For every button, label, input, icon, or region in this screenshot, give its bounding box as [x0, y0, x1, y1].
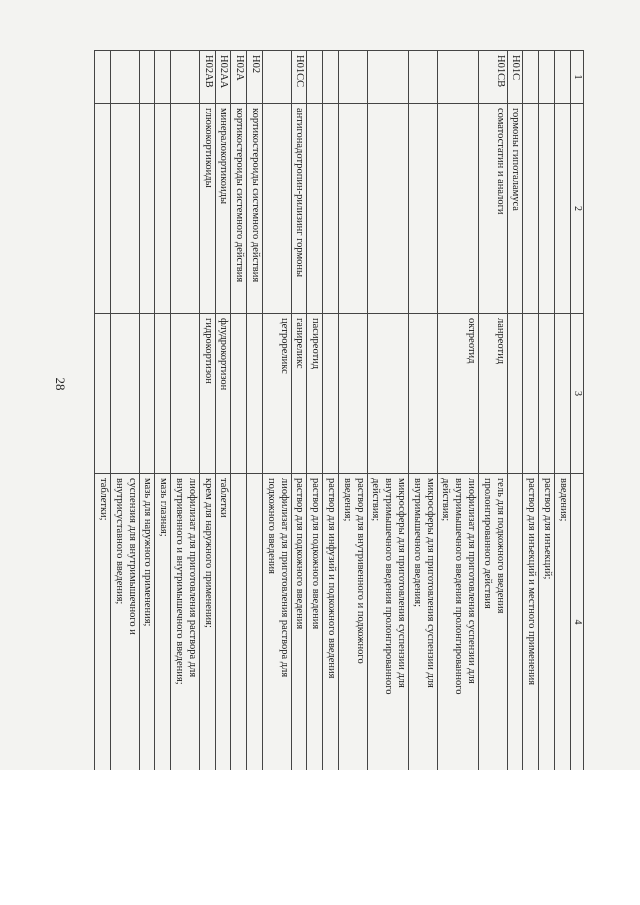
table-row	[139, 51, 155, 771]
group-cell: соматостатин и аналоги	[479, 104, 508, 314]
dosage-form-cell: лиофилизат для приготовления суспензии для внутримышечного введения пролонгированного действия;	[437, 474, 478, 771]
header-cell: 4	[570, 474, 583, 771]
table-row	[523, 51, 539, 771]
drug-name-cell	[339, 314, 368, 474]
drug-name-cell: пасиреотид	[307, 314, 323, 474]
drug-name-cell	[247, 314, 263, 474]
atc-code-cell: H02AA	[215, 51, 231, 104]
atc-code-cell: H02	[247, 51, 263, 104]
table-row	[339, 51, 368, 771]
dosage-form-cell: таблетки;	[95, 474, 111, 771]
group-cell	[409, 104, 438, 314]
dosage-form-cell: таблетки	[215, 474, 231, 771]
dosage-form-cell: раствор для инъекций и местного применения	[523, 474, 539, 771]
atc-code-cell	[263, 51, 292, 104]
group-cell	[155, 104, 171, 314]
drug-name-cell	[139, 314, 155, 474]
atc-code-cell	[95, 51, 111, 104]
table-row	[479, 51, 508, 771]
drug-name-cell	[231, 314, 247, 474]
group-cell	[323, 104, 339, 314]
dosage-form-cell: микросферы для приготовления суспензии для внутримышечного введения пролонгированного действия;	[367, 474, 408, 771]
drug-name-cell	[539, 314, 555, 474]
dosage-form-cell: введения;	[555, 474, 571, 771]
atc-code-cell	[539, 51, 555, 104]
dosage-form-cell: лиофилизат для приготовления раствора для подкожного введения	[263, 474, 292, 771]
drug-name-cell	[171, 314, 200, 474]
drug-name-cell	[111, 314, 140, 474]
drug-name-cell: октреотид	[437, 314, 478, 474]
atc-code-cell: H02AB	[199, 51, 215, 104]
drug-name-cell	[507, 314, 523, 474]
group-cell	[539, 104, 555, 314]
table-row	[247, 51, 263, 771]
group-cell	[523, 104, 539, 314]
table-row	[155, 51, 171, 771]
group-cell	[555, 104, 571, 314]
dosage-form-cell: раствор для инфузий и подкожного введения	[323, 474, 339, 771]
dosage-form-cell: мазь для наружного применения;	[139, 474, 155, 771]
rotated-table-container	[92, 50, 584, 770]
table-row	[95, 51, 111, 771]
table-header-row	[570, 51, 583, 771]
group-cell	[111, 104, 140, 314]
group-cell: минералокортикоиды	[215, 104, 231, 314]
atc-code-cell	[523, 51, 539, 104]
dosage-form-cell	[247, 474, 263, 771]
group-cell	[263, 104, 292, 314]
group-cell	[307, 104, 323, 314]
group-cell: глюкокортикоиды	[199, 104, 215, 314]
dosage-form-cell	[507, 474, 523, 771]
table-row	[507, 51, 523, 771]
table-row	[199, 51, 215, 771]
atc-code-cell	[367, 51, 408, 104]
table-row	[539, 51, 555, 771]
atc-code-cell	[171, 51, 200, 104]
dosage-form-cell: раствор для внутривенного и подкожного введения;	[339, 474, 368, 771]
group-cell	[171, 104, 200, 314]
table-row	[111, 51, 140, 771]
drug-name-cell: цетрореликс	[263, 314, 292, 474]
atc-code-cell	[409, 51, 438, 104]
atc-code-cell	[139, 51, 155, 104]
group-cell	[95, 104, 111, 314]
drug-table	[94, 50, 584, 770]
group-cell	[437, 104, 478, 314]
table-row	[215, 51, 231, 771]
drug-name-cell	[555, 314, 571, 474]
page-number: 28	[53, 377, 68, 391]
drug-name-cell	[523, 314, 539, 474]
drug-name-cell: ганиреликс	[291, 314, 307, 474]
header-cell: 3	[570, 314, 583, 474]
group-cell	[367, 104, 408, 314]
dosage-form-cell: раствор для подкожного введения	[291, 474, 307, 771]
dosage-form-cell: крем для наружного применения;	[199, 474, 215, 771]
header-cell: 1	[570, 51, 583, 104]
drug-name-cell	[95, 314, 111, 474]
atc-code-cell	[437, 51, 478, 104]
dosage-form-cell: лиофилизат для приготовления раствора для внутривенного и внутримышечного введения;	[171, 474, 200, 771]
drug-name-cell: гидрокортизон	[199, 314, 215, 474]
atc-code-cell	[339, 51, 368, 104]
dosage-form-cell: гель для подкожного введения пролонгированного действия	[479, 474, 508, 771]
drug-name-cell: флудрокортизон	[215, 314, 231, 474]
table-row	[437, 51, 478, 771]
atc-code-cell	[111, 51, 140, 104]
drug-name-cell	[409, 314, 438, 474]
atc-code-cell	[307, 51, 323, 104]
atc-code-cell	[323, 51, 339, 104]
drug-name-cell	[323, 314, 339, 474]
table-row	[231, 51, 247, 771]
group-cell: кортикостероиды системного действия	[247, 104, 263, 314]
dosage-form-cell: микросферы для приготовления суспензии для внутримышечного введения;	[409, 474, 438, 771]
drug-name-cell	[155, 314, 171, 474]
group-cell	[339, 104, 368, 314]
drug-name-cell	[367, 314, 408, 474]
header-cell: 2	[570, 104, 583, 314]
group-cell: кортикостероиды системного действия	[231, 104, 247, 314]
atc-code-cell	[555, 51, 571, 104]
table-row	[171, 51, 200, 771]
table-row	[291, 51, 307, 771]
group-cell: гормоны гипоталамуса	[507, 104, 523, 314]
dosage-form-cell: суспензия для внутримышечного и внутрисуставного введения;	[111, 474, 140, 771]
table-row	[409, 51, 438, 771]
dosage-form-cell: мазь глазная;	[155, 474, 171, 771]
dosage-form-cell	[231, 474, 247, 771]
dosage-form-cell: раствор для инъекций;	[539, 474, 555, 771]
table-row	[555, 51, 571, 771]
table-row	[307, 51, 323, 771]
atc-code-cell	[155, 51, 171, 104]
atc-code-cell: H01CB	[479, 51, 508, 104]
atc-code-cell: H01C	[507, 51, 523, 104]
table-row	[323, 51, 339, 771]
table-row	[263, 51, 292, 771]
dosage-form-cell: раствор для подкожного введения	[307, 474, 323, 771]
drug-name-cell: ланреотид	[479, 314, 508, 474]
group-cell	[139, 104, 155, 314]
atc-code-cell: H02A	[231, 51, 247, 104]
table-row	[367, 51, 408, 771]
atc-code-cell: H01CC	[291, 51, 307, 104]
group-cell: антигонадотропин-рилизинг гормоны	[291, 104, 307, 314]
